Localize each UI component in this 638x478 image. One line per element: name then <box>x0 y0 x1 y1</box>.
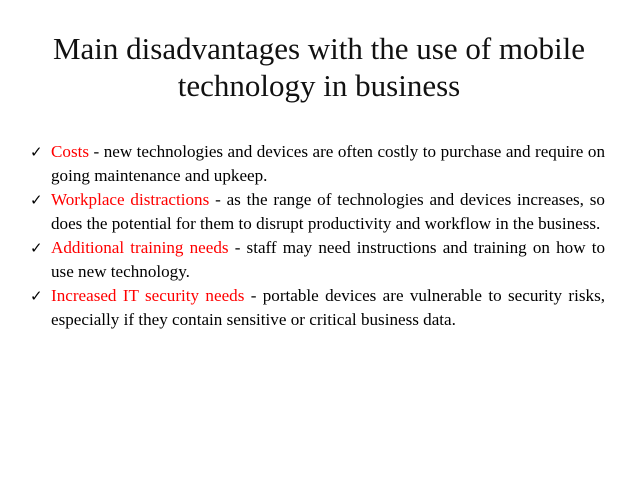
slide-title: Main disadvantages with the use of mobile technology in business <box>52 31 586 103</box>
bullet-costs <box>30 140 605 188</box>
checkmark-icon: ✓ <box>30 239 43 257</box>
bullet-term: Costs <box>51 142 90 161</box>
bullet-workplace-distractions <box>30 188 605 236</box>
checkmark-icon: ✓ <box>30 287 43 305</box>
bullet-increased-it-security-needs <box>30 284 605 332</box>
bullet-additional-training-needs <box>30 236 605 284</box>
bullet-list <box>30 140 605 332</box>
checkmark-icon: ✓ <box>30 143 43 161</box>
bullet-term: Additional training needs <box>51 238 229 257</box>
bullet-text: - new technologies and devices are often costly to purchase and require on going maintenance and upkeep. <box>51 142 605 185</box>
bullet-term: Workplace distractions <box>51 190 210 209</box>
bullet-text: - as the range of technologies and devices increases, so does the potential for them to disrupt productivity and workflow in the business. <box>51 190 605 233</box>
bullet-text: - portable devices are vulnerable to security risks, especially if they contain sensitive or critical business data. <box>51 286 606 329</box>
bullet-text: - staff may need instructions and training on how to use new technology. <box>51 238 605 281</box>
bullet-term: Increased IT security needs <box>51 286 245 305</box>
checkmark-icon: ✓ <box>30 191 43 209</box>
